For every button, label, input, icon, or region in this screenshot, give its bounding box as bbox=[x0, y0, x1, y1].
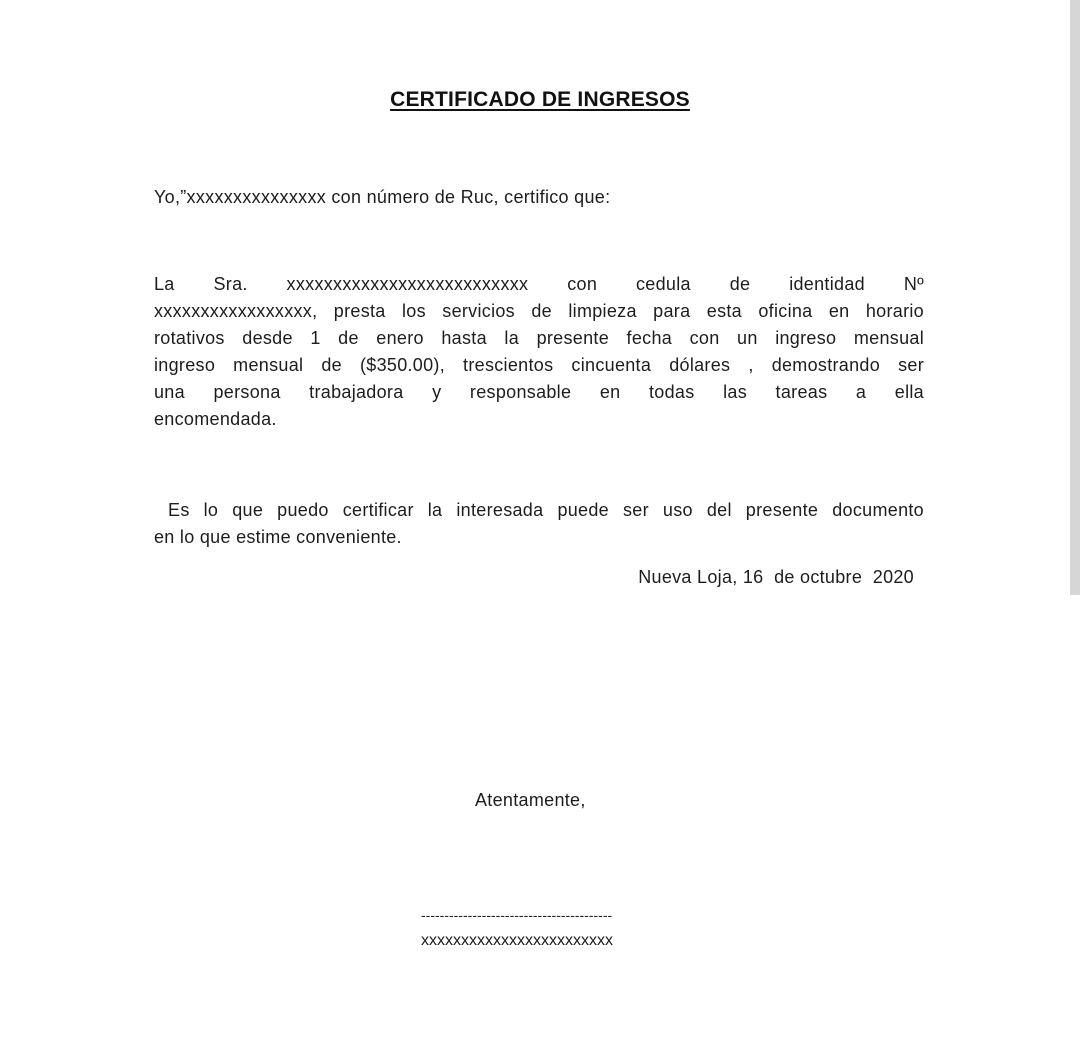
intro-paragraph: Yo,”xxxxxxxxxxxxxxx con número de Ruc, certifico que: bbox=[154, 187, 611, 207]
place-date: Nueva Loja, 16 de octubre 2020 bbox=[638, 567, 914, 587]
signature-line: ----------------------------------------- bbox=[421, 907, 613, 923]
body-paragraph bbox=[154, 271, 924, 433]
body-line: una persona trabajadora y responsable en todas las tareas a ella bbox=[154, 382, 924, 402]
document-title: CERTIFICADO DE INGRESOS bbox=[390, 88, 690, 111]
regards-text: Atentamente, bbox=[475, 790, 586, 810]
scrollbar-edge bbox=[1070, 0, 1080, 595]
body-line: encomendada. bbox=[154, 409, 277, 429]
body-line: xxxxxxxxxxxxxxxxx, presta los servicios de limpieza para esta oficina en horario bbox=[154, 301, 924, 321]
closing-line: en lo que estime conveniente. bbox=[154, 527, 402, 547]
body-line: La Sra. xxxxxxxxxxxxxxxxxxxxxxxxxx con cedula de identidad Nº bbox=[154, 274, 924, 294]
body-line: ingreso mensual de ($350.00), trescientos cincuenta dólares , demostrando ser bbox=[154, 355, 924, 375]
closing-line: Es lo que puedo certificar la interesada puede ser uso del presente documento bbox=[154, 500, 924, 520]
signature-name: xxxxxxxxxxxxxxxxxxxxxxxx bbox=[421, 932, 613, 949]
closing-paragraph bbox=[154, 497, 924, 551]
body-line: rotativos desde 1 de enero hasta la presente fecha con un ingreso mensual bbox=[154, 328, 924, 348]
